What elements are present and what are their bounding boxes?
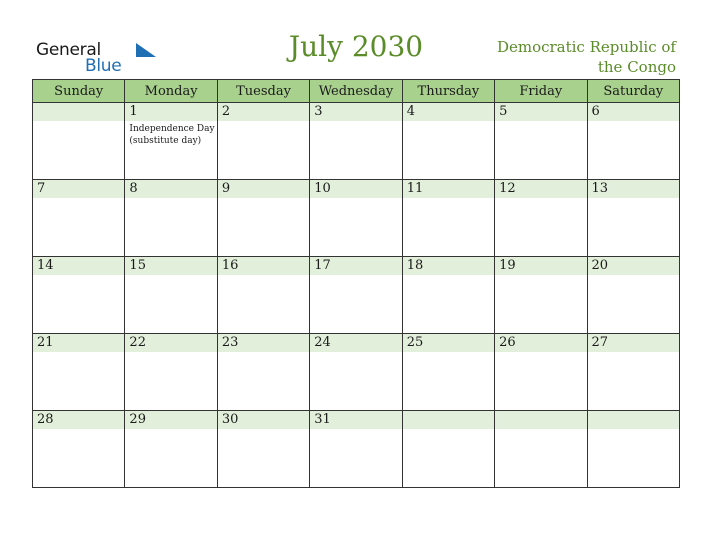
week-row: [33, 180, 680, 257]
day-number: 3: [310, 103, 401, 121]
logo-general-text: General: [36, 40, 101, 60]
day-number: [403, 411, 494, 429]
day-cell: [217, 103, 309, 180]
day-number: 5: [495, 103, 586, 121]
day-cell: [217, 257, 309, 334]
day-cell: [402, 257, 494, 334]
day-cell: [125, 180, 217, 257]
weekday-header: Friday: [495, 80, 587, 103]
day-cell: [125, 411, 217, 488]
day-number: 13: [588, 180, 679, 198]
weekday-header: Sunday: [33, 80, 125, 103]
day-cell: [33, 334, 125, 411]
day-number: 30: [218, 411, 309, 429]
day-cell: [402, 180, 494, 257]
weekday-header: Thursday: [402, 80, 494, 103]
day-cell: [33, 257, 125, 334]
holiday-label: Independence Day (substitute day): [129, 124, 215, 146]
week-row: [33, 103, 680, 180]
day-number: 9: [218, 180, 309, 198]
day-number: [588, 411, 679, 429]
day-number: 10: [310, 180, 401, 198]
weekday-header: Monday: [125, 80, 217, 103]
day-cell: [587, 103, 679, 180]
day-cell: [587, 334, 679, 411]
calendar-grid: [32, 79, 680, 488]
day-number: 4: [403, 103, 494, 121]
day-cell: [310, 103, 402, 180]
day-number: 2: [218, 103, 309, 121]
day-number: 15: [125, 257, 216, 275]
day-number: 22: [125, 334, 216, 352]
weekday-header: Tuesday: [217, 80, 309, 103]
week-row: [33, 257, 680, 334]
day-cell: [495, 180, 587, 257]
logo-blue-text: Blue: [85, 56, 122, 76]
calendar-body: [33, 103, 680, 488]
day-number: 16: [218, 257, 309, 275]
day-cell: [402, 411, 494, 488]
day-cell: [125, 257, 217, 334]
day-number: 7: [33, 180, 124, 198]
day-number: 21: [33, 334, 124, 352]
day-cell: [495, 411, 587, 488]
day-cell: [587, 411, 679, 488]
day-cell: [402, 334, 494, 411]
day-cell: [217, 334, 309, 411]
day-cell: [402, 103, 494, 180]
day-number: 27: [588, 334, 679, 352]
country-name: Democratic Republic of the Congo: [496, 38, 676, 76]
day-cell: [33, 180, 125, 257]
day-cell: [310, 180, 402, 257]
day-number: 24: [310, 334, 401, 352]
day-cell: [33, 103, 125, 180]
day-cell: [310, 334, 402, 411]
day-number: 6: [588, 103, 679, 121]
page-title: July 2030: [288, 30, 424, 63]
day-number: 28: [33, 411, 124, 429]
day-number: 11: [403, 180, 494, 198]
day-number: 17: [310, 257, 401, 275]
day-cell: [310, 411, 402, 488]
day-cell: [310, 257, 402, 334]
day-number: 29: [125, 411, 216, 429]
day-number: 20: [588, 257, 679, 275]
day-number: 25: [403, 334, 494, 352]
day-number: [33, 103, 124, 121]
day-cell: [125, 334, 217, 411]
day-number: 23: [218, 334, 309, 352]
day-number: 12: [495, 180, 586, 198]
day-number: 1: [125, 103, 216, 121]
day-cell: [217, 411, 309, 488]
day-number: 31: [310, 411, 401, 429]
day-number: [495, 411, 586, 429]
day-cell: [587, 180, 679, 257]
day-number: 19: [495, 257, 586, 275]
day-cell: [495, 334, 587, 411]
day-cell: [587, 257, 679, 334]
weekday-header-row: [33, 80, 680, 103]
day-cell: [217, 180, 309, 257]
weekday-header: Saturday: [587, 80, 679, 103]
week-row: [33, 334, 680, 411]
day-number: 8: [125, 180, 216, 198]
day-number: 26: [495, 334, 586, 352]
day-cell: [495, 257, 587, 334]
day-cell: [495, 103, 587, 180]
day-number: 18: [403, 257, 494, 275]
day-cell: [125, 103, 217, 180]
weekday-header: Wednesday: [310, 80, 402, 103]
week-row: [33, 411, 680, 488]
day-number: 14: [33, 257, 124, 275]
day-cell: [33, 411, 125, 488]
